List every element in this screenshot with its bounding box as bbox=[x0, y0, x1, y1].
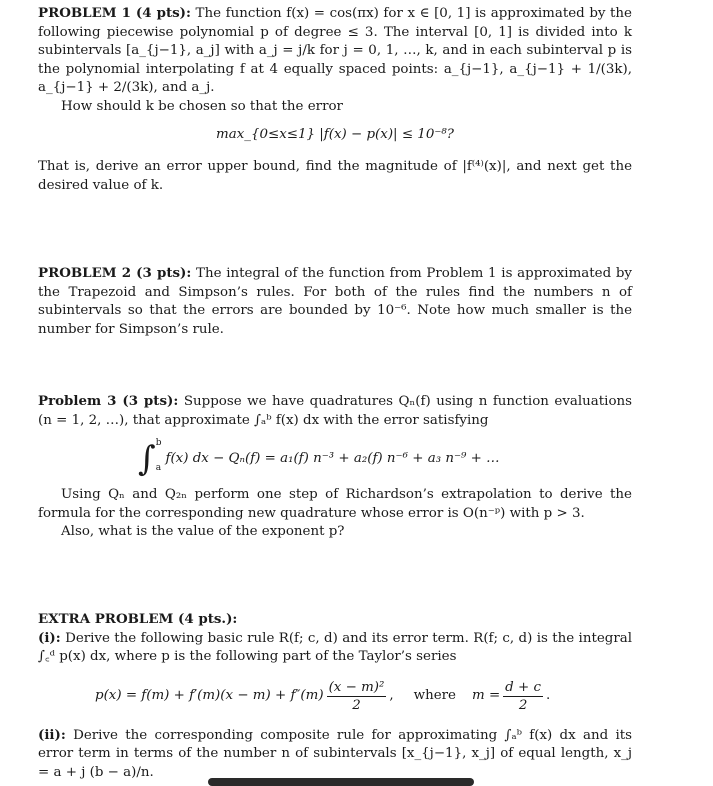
integral-upper-limit: b bbox=[155, 438, 162, 449]
midpoint-fraction bbox=[503, 679, 543, 714]
problem-1-heading: PROBLEM 1 (4 pts): bbox=[38, 5, 191, 21]
problem-3-exponent-question: Also, what is the value of the exponent p? bbox=[61, 524, 345, 540]
problem-1-question: How should k be chosen so that the error bbox=[61, 98, 343, 114]
problem-3-expansion: f(x) dx − Qₙ(f) = a₁(f) n⁻³ + a₂(f) n⁻⁶ + a₃ n⁻⁹ + … bbox=[165, 450, 500, 466]
taylor-fraction-denominator: 2 bbox=[352, 697, 361, 713]
scrollbar-handle[interactable] bbox=[208, 778, 474, 786]
extra-part-2-label: (ii): bbox=[38, 726, 66, 743]
midpoint-numerator: d + c bbox=[505, 679, 541, 695]
problem-3-integral-equation bbox=[138, 438, 632, 480]
extra-problem bbox=[38, 610, 632, 783]
formula-where: where bbox=[413, 687, 456, 703]
integral-limits bbox=[156, 438, 162, 474]
problem-3 bbox=[38, 392, 632, 542]
problem-1-error-bound: max_{0≤x≤1} |f(x) − p(x)| ≤ 10⁻⁸? bbox=[216, 126, 454, 142]
integral-lower-limit: a bbox=[155, 463, 162, 474]
extra-part-1 bbox=[38, 629, 632, 667]
taylor-formula-lhs: p(x) = f(m) + f′(m)(x − m) + f″(m) bbox=[95, 687, 324, 703]
integral-sign: ∫ bbox=[138, 439, 156, 480]
extra-part-1-body: Derive the following basic rule R(f; c, d) and its error term. R(f; c, d) is the integral ∫꜀ᵈ p(x) dx, where p is the following part of the Taylor’s series bbox=[38, 630, 632, 665]
problem-3-body: Suppose we have quadratures Qₙ(f) using n function evaluations (n = 1, 2, …), that approximate ∫ₐᵇ f(x) dx with the error satisfying bbox=[38, 394, 632, 428]
problem-1-followup: That is, derive an error upper bound, find the magnitude of |f⁽⁴⁾(x)|, and next get the desired value of k. bbox=[38, 159, 632, 193]
taylor-fraction-numerator: (x − m)² bbox=[328, 679, 385, 695]
midpoint-definition: m = bbox=[471, 687, 501, 703]
taylor-fraction bbox=[327, 679, 387, 714]
extra-part-2-body: Derive the corresponding composite rule for approximating ∫ₐᵇ f(x) dx and its error term in terms of the number n of subintervals [x_{j−1}, x_j] of equal length, x_j = a + j (b − a)/n. bbox=[38, 727, 632, 780]
problem-3-heading: Problem 3 (3 pts): bbox=[38, 393, 179, 409]
midpoint-denominator: 2 bbox=[518, 697, 528, 713]
problem-2-paragraph bbox=[38, 264, 632, 339]
taylor-formula: p(x) = f(m) + f′(m)(x − m) + f″(m) $\frac{\text{(x − m)²}}{2}$ , where m = $\frac{d + c}{2}$ . bbox=[95, 679, 551, 713]
problem-1-body: The function f(x) = cos(πx) for x ∈ [0, 1] is approximated by the following piecewise polynomial p of degree ≤ 3. The interval [0, 1] is divided into k subintervals [a_{j−1}, a_j] with a_j = j/k for j = 0, 1, …, k, and in each subinterval p is the polynomial interpolating f at 4 equally spaced points: a_{j−1}, a_{j−1} + 1/(3k), a_{j−1} + 2/(3k), and a_j. bbox=[38, 6, 632, 96]
problem-3-richardson: Using Qₙ and Q₂ₙ perform one step of Richardson’s extrapolation to derive the formula for the corresponding new quadrature whose error is O(n⁻ᵖ) with p > 3. bbox=[38, 487, 632, 521]
problem-1-paragraph bbox=[38, 4, 632, 98]
problem-2-heading: PROBLEM 2 (3 pts): bbox=[38, 265, 192, 281]
problem-3-paragraph bbox=[38, 392, 632, 430]
extra-problem-heading: EXTRA PROBLEM (4 pts.): bbox=[38, 611, 238, 627]
problem-2-body: The integral of the function from Problem 1 is approximated by the Trapezoid and Simpson’s rules. For both of the rules find the numbers n of subintervals so that the errors are bounded by 10⁻⁶. Note how much smaller is the number for Simpson’s rule. bbox=[38, 266, 632, 337]
problem-1 bbox=[38, 4, 632, 195]
extra-part-2 bbox=[38, 726, 632, 783]
extra-part-1-label: (i): bbox=[38, 629, 61, 646]
problem-2 bbox=[38, 264, 632, 339]
